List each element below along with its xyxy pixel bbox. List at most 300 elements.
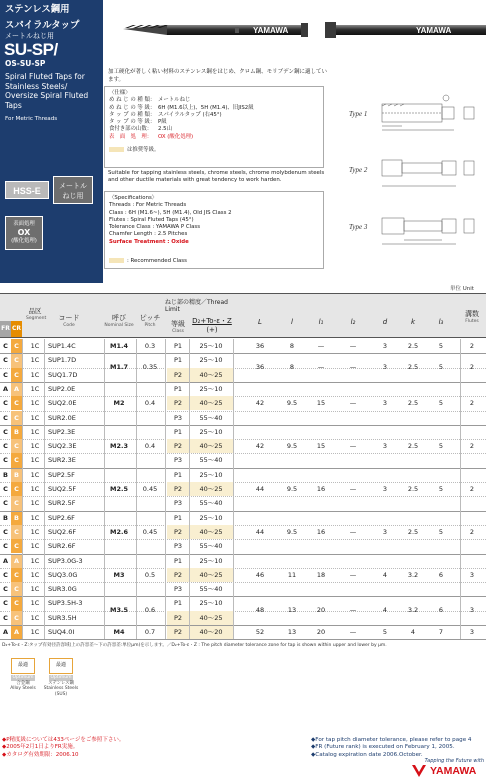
legend-swatch [109,147,124,152]
fr-rank: C [3,542,8,551]
stock-class: 1C [30,413,40,422]
notes-en [311,737,471,759]
product-code: SUP2.3E [48,427,76,436]
group-l1: 15 [316,398,326,407]
product-code: SUQ2.5F [48,485,77,493]
group-d: 5 [382,628,388,636]
tolerance-range: 40～20 [199,628,223,636]
coating-sub: (酸化処理) [11,238,37,244]
group-k: 2.5 [407,527,419,536]
notes-jp [2,737,124,759]
spec-key: め ね じ の 種 類： [109,97,156,104]
tolerance-range: 25～10 [199,356,223,365]
unit-note: 単位 Unit [450,286,474,292]
spec-en-surface: Surface Treatment : Oxide [109,238,189,245]
header-l1: l₁ [318,318,324,326]
cr-rank: C [11,611,22,625]
product-code: SUQ2.3E [48,442,77,451]
fr-rank: C [3,613,8,622]
header-code-label: コード [58,314,80,322]
group-k: 2.5 [407,484,419,493]
tolerance-range: 55～40 [199,456,223,465]
group-l3: 5 [438,441,444,450]
group-d: 4 [382,570,388,579]
tolerance-class: P1 [173,356,183,365]
fr-rank: C [3,399,8,408]
group-l2: — [349,628,357,636]
group-size: M3.5 [110,606,128,615]
intro-en: Suitable for tapping stainless steels, chrome steels, chrome molybdenum steels and other ductile materials with great tendency to work harden. [108,170,325,184]
header-code-en: Code [63,323,75,328]
spec-en-line: Class : 6H (M1.6~), 5H (M1.4), Old JIS Class 2 [109,209,232,216]
group-L: 44 [255,484,265,493]
header-stock [26,307,47,322]
model-name: SU-SP/ [4,40,58,59]
stock-class: 1C [30,442,40,451]
material-stainless-en: Stainless Steels (SUS) [43,686,79,697]
stock-class: 1C [30,599,40,608]
fr-rank: C [3,413,8,422]
header-size-en: Nominal Size [104,323,134,328]
group-flutes: 3 [469,606,475,615]
fr-rank: C [3,485,8,493]
stock-class: 1C [30,356,40,365]
product-code: SUR3.5H [48,613,77,622]
cr-rank: C [11,368,22,382]
product-code: SUQ2.6F [48,527,77,536]
tolerance-range: 40～25 [199,442,223,451]
tolerance-range: 40～25 [199,370,223,379]
tolerance-range: 40～25 [199,570,223,579]
group-flutes: 2 [469,441,475,450]
spec-value: P級 [158,119,167,126]
group-L: 36 [255,342,265,350]
header-fr: FR [0,321,11,337]
stock-class: 1C [30,513,40,522]
spec-value: スパイラルタップ (右45°) [158,111,222,118]
stock-class: 1C [30,585,40,594]
group-flutes: 2 [469,342,475,350]
cr-rank: A [11,625,22,639]
fr-rank: A [2,628,9,636]
cr-rank: C [11,539,22,553]
group-k: 4 [410,628,416,636]
fr-rank: B [3,513,8,522]
header-L: L [258,318,262,326]
fr-rank: A [2,384,9,393]
column-divider [136,339,137,639]
type-2-label: Type 2 [349,166,368,174]
tolerance-class: P1 [173,384,183,393]
spec-key: タ ッ プ の 等 級： [109,119,156,126]
header-code [44,313,94,328]
cr-rank: C [11,439,22,453]
group-pitch: 0.45 [142,527,158,536]
legend-text: は推奨等級。 [127,147,160,154]
tolerance-range: 55～40 [199,542,223,551]
tool-image-1 [123,23,308,37]
thread-badge [53,176,93,204]
fr-rank: C [3,499,8,508]
tolerance-class: P3 [173,585,183,594]
spec-key: め ね じ の 等 級： [109,104,156,111]
group-l: 9.5 [286,484,298,493]
group-d: 3 [382,398,388,407]
tolerance-range: 40～25 [199,399,223,408]
thread-badge-label: メートル ねじ用 [59,182,87,200]
header-stock-label: 品区 [28,307,42,315]
cr-rank: C [11,339,22,353]
stock-class: 1C [30,342,40,350]
stock-class: 1C [30,384,40,393]
group-L: 42 [255,441,265,450]
tolerance-range: 55～40 [199,585,223,594]
spec-value: メートルねじ [158,97,191,104]
group-l3: 5 [438,527,444,536]
stock-class: 1C [30,485,40,493]
group-k: 3.2 [407,570,419,579]
tolerance-range: 55～40 [199,499,223,508]
fr-rank: C [3,370,8,379]
group-l2: — [349,342,357,350]
tool-image-2 [325,22,486,38]
group-l2: — [349,606,357,615]
tolerance-class: P1 [173,513,183,522]
tolerance-range: 55～40 [199,413,223,422]
cr-rank: C [11,411,22,425]
tolerance-range: 40～25 [199,613,223,622]
stock-class: 1C [30,427,40,436]
group-l2: — [349,441,357,450]
group-k: 2.5 [407,363,419,372]
group-k: 2.5 [407,441,419,450]
tolerance-class: P1 [173,470,183,479]
stock-class: 1C [30,570,40,579]
group-L: 44 [255,527,265,536]
tolerance-class: P2 [173,399,183,408]
tool-label-1: YAMAWA [253,26,289,35]
type-3-drawing [382,218,474,244]
logo-mark-icon [411,764,427,778]
material-alloy-opt: Optimum [12,675,34,680]
header-d: d [382,318,388,326]
group-flutes: 3 [469,570,475,579]
spec-en-line: Chamfer Length : 2.5 Pitches [109,231,188,238]
table-header [0,293,486,338]
group-pitch: 0.35 [142,363,158,372]
header-tolerance [190,317,234,335]
header-class-label: 等級 [171,320,185,328]
material-badge: HSS-E [5,181,49,199]
cr-rank: C [11,525,22,539]
tolerance-class: P2 [173,485,183,493]
table-footnote: D₂+To-ε・Z:タップ有効径許容域(上の許容差～下の許容差:単位μm)を示します。／D₂+To-ε・Z : The pitch diameter tolerance zone for tap is shown within upper and lower by μm. [2,643,387,648]
product-code: SUR2.5F [48,499,76,508]
product-code: SUQ2.0E [48,399,77,408]
cr-rank: A [11,382,22,396]
tolerance-class: P1 [173,556,183,565]
group-L: 52 [255,628,265,636]
tolerance-range: 25～10 [199,599,223,608]
material-alloy-box: 最適 [11,658,35,674]
group-L: 42 [255,398,265,407]
group-d: 3 [382,363,388,372]
group-l: 13 [287,606,297,615]
note-jp-1: ◆P精度級については433ページをご参照下さい。 [2,737,125,743]
legend-text: : Recommended Class [127,258,187,265]
group-l3: 7 [438,628,444,636]
product-code: SUP2.0E [48,384,76,393]
spec-key: 食付き部の山数： [109,126,153,133]
material-stainless-box: 最適 [49,658,73,674]
yamawa-logo [409,758,486,779]
tolerance-range: 25～10 [199,427,223,436]
header-l3: l₃ [438,318,444,326]
tool-photos [103,0,486,60]
group-d: 3 [382,342,388,350]
tolerance-range: 25～10 [199,342,223,350]
title-panel [0,0,103,283]
group-l1: 16 [316,527,326,536]
column-divider [460,339,461,639]
group-l3: 5 [438,398,444,407]
group-d: 3 [382,484,388,493]
group-l2: — [349,484,357,493]
group-pitch: 0.7 [144,628,156,636]
cr-rank: C [11,496,22,510]
tolerance-class: P2 [173,613,183,622]
fr-rank: A [2,556,9,565]
note-en-3: ◆Catalog expiration date 2006.October. [311,751,423,758]
fr-rank: C [3,585,8,594]
coating-code: OX [17,228,31,237]
group-pitch: 0.3 [144,342,156,350]
group-size: M1.4 [110,342,128,350]
cr-rank: C [11,568,22,582]
coating-badge [5,216,43,250]
stock-class: 1C [30,399,40,408]
spec-jp-row [109,126,319,133]
spec-value: 2.5山 [158,126,172,133]
header-flutes-en: Flutes [465,319,479,324]
tolerance-class: P3 [173,456,183,465]
tolerance-class: P2 [173,370,183,379]
group-d: 4 [382,606,388,615]
header-tolerance-label: D₂+To-ε・Z [192,317,232,325]
product-code: SUP3.5H-3 [48,599,83,608]
fr-rank: C [3,456,8,465]
cr-rank: C [11,596,22,610]
title-jp-line1: ステンレス鋼用 [5,4,70,15]
coating-label: 表面処理 [13,221,35,227]
product-code: SUP2.6F [48,513,75,522]
fr-rank: C [3,570,8,579]
material-alloy-jp: 合金鋼 [16,680,30,686]
product-code: SUQ3.0G [48,570,78,579]
group-l: 9.5 [286,441,298,450]
group-l: 11 [287,570,297,579]
cr-rank: B [11,511,22,525]
spec-jp-legend [109,147,319,154]
spec-key: タ ッ プ の 種 類： [109,111,156,118]
intro-jp: 加工硬化が著しく粘い材料のステンレス鋼をはじめ、クロム鋼、モリブデン鋼に適しています。 [108,69,327,83]
material-alloy-en: Alloy Steels [10,686,36,691]
column-divider [104,339,105,639]
tolerance-class: P3 [173,542,183,551]
product-code: SUQ1.7D [48,370,78,379]
cr-rank: C [11,482,22,496]
product-code: SUP3.0G-3 [48,556,83,565]
title-en: Spiral Fluted Taps for Stainless Steels/ Oversize Spiral Fluted Taps [5,72,89,110]
tolerance-range: 25～10 [199,513,223,522]
fr-rank: C [3,527,8,536]
cr-rank: B [11,468,22,482]
product-code: SUR2.0E [48,413,76,422]
tolerance-class: P1 [173,427,183,436]
header-class [166,319,190,334]
group-l: 9.5 [286,398,298,407]
header-pitch-en: Pitch [144,323,156,328]
group-k: 2.5 [407,342,419,350]
logo-tagline: Tapping the Future with [424,758,484,764]
column-divider [233,339,234,639]
group-l3: 5 [438,363,444,372]
stock-class: 1C [30,456,40,465]
group-l1: — [317,342,325,350]
spec-en-legend [109,258,319,265]
model-name-2: OS-SU-SP [5,59,46,68]
spec-en-line: Tolerance Class : YAMAWA P Class [109,224,201,231]
logo-name: YAMAWA [430,765,477,777]
group-l: 8 [289,342,295,350]
group-flutes: 2 [469,527,475,536]
legend-swatch [109,258,124,263]
fr-rank: C [3,342,8,350]
type-1-drawing [382,95,474,130]
tolerance-class: P2 [173,442,183,451]
column-divider [22,339,23,639]
group-divider [0,639,486,640]
column-divider [44,339,45,639]
fr-rank: C [3,356,8,365]
group-flutes: 2 [469,484,475,493]
tolerance-class: P2 [173,570,183,579]
spec-value: 6H (M1.6以上)、5H (M1.4)、旧JIS2級 [158,104,254,111]
spec-key: 表 面 処 理： [109,133,153,140]
tolerance-range: 25～10 [199,470,223,479]
group-size: M2.5 [110,484,128,493]
group-l3: 6 [438,606,444,615]
tolerance-class: P2 [173,628,183,636]
group-l3: 5 [438,342,444,350]
header-k: k [410,318,416,326]
header-pitch [136,313,164,328]
spec-jp-title: 〈仕様〉 [109,90,131,96]
product-code: SUR2.6F [48,542,76,551]
group-l3: 5 [438,484,444,493]
title-jp-line2: スパイラルタップ [5,20,80,31]
tolerance-range: 25～10 [199,556,223,565]
tolerance-class: P1 [173,342,183,350]
group-pitch: 0.5 [144,570,156,579]
group-size: M3 [113,570,125,579]
spec-en-title: 〈Specifications〉 [109,195,158,201]
fr-rank: C [3,599,8,608]
spec-box-jp [104,86,324,168]
header-accuracy: ねじ部の精度／Thread Limit [165,299,228,313]
group-l2: — [349,570,357,579]
group-size: M2 [113,398,125,407]
type-drawings [376,94,486,264]
spec-jp-row [109,105,319,112]
group-flutes: 2 [469,363,475,372]
tool-label-2: YAMAWA [416,26,452,35]
header-cr: CR [11,321,22,337]
group-pitch: 0.4 [144,398,156,407]
stock-class: 1C [30,542,40,551]
note-en-2: ◆FR (Future rank) is executed on February 1, 2005. [311,744,455,751]
tolerance-range: 40～25 [199,485,223,493]
group-pitch: 0.45 [142,484,158,493]
tolerance-range: 40～25 [199,527,223,536]
group-flutes: 3 [469,628,475,636]
group-l1: — [317,363,325,372]
spec-box-en [104,191,324,269]
header-pitch-label: ピッチ [139,314,161,322]
group-d: 3 [382,527,388,536]
cr-rank: C [11,353,22,367]
stock-class: 1C [30,527,40,536]
material-stainless [38,658,84,696]
header-tolerance-unit: (+) [206,326,218,334]
note-jp-2: ◆2005年2月1日よりFR実施。 [2,744,79,751]
header-class-en: Class [172,329,184,334]
group-l1: 18 [316,570,326,579]
title-en-sub: For Metric Threads [5,116,58,122]
group-l1: 20 [316,606,326,615]
group-size: M2.3 [110,441,128,450]
note-jp-3: ◆カタログ有効期限：2006.10 [2,751,79,758]
group-L: 46 [255,570,265,579]
group-l2: — [349,363,357,372]
fr-rank: C [3,442,8,451]
stock-class: 1C [30,499,40,508]
spec-jp-row-surface [109,134,319,141]
header-l: l [291,318,293,326]
cr-rank: C [11,453,22,467]
header-size [104,313,134,328]
type-1-label: Type 1 [349,110,368,118]
spec-en-line: Threads : For Metric Threads [109,202,187,209]
product-code: SUP1.4C [48,342,76,350]
stock-class: 1C [30,470,40,479]
stock-class: 1C [30,613,40,622]
material-alloy [8,658,38,696]
tolerance-class: P3 [173,499,183,508]
type-3-label: Type 3 [349,223,368,231]
group-l1: 16 [316,484,326,493]
spec-value: OX (酸化処理) [158,133,194,140]
title-jp-line3: メートルねじ用 [5,32,54,40]
group-l3: 6 [438,570,444,579]
group-l1: 15 [316,441,326,450]
group-L: 48 [255,606,265,615]
header-size-label: 呼び [112,314,126,322]
note-en-1: ◆For tap pitch diameter tolerance, please refer to page 4 [311,737,472,743]
group-k: 2.5 [407,398,419,407]
stock-class: 1C [30,370,40,379]
spec-en-line: Flutes : Spiral Fluted Taps (45°) [109,216,194,223]
